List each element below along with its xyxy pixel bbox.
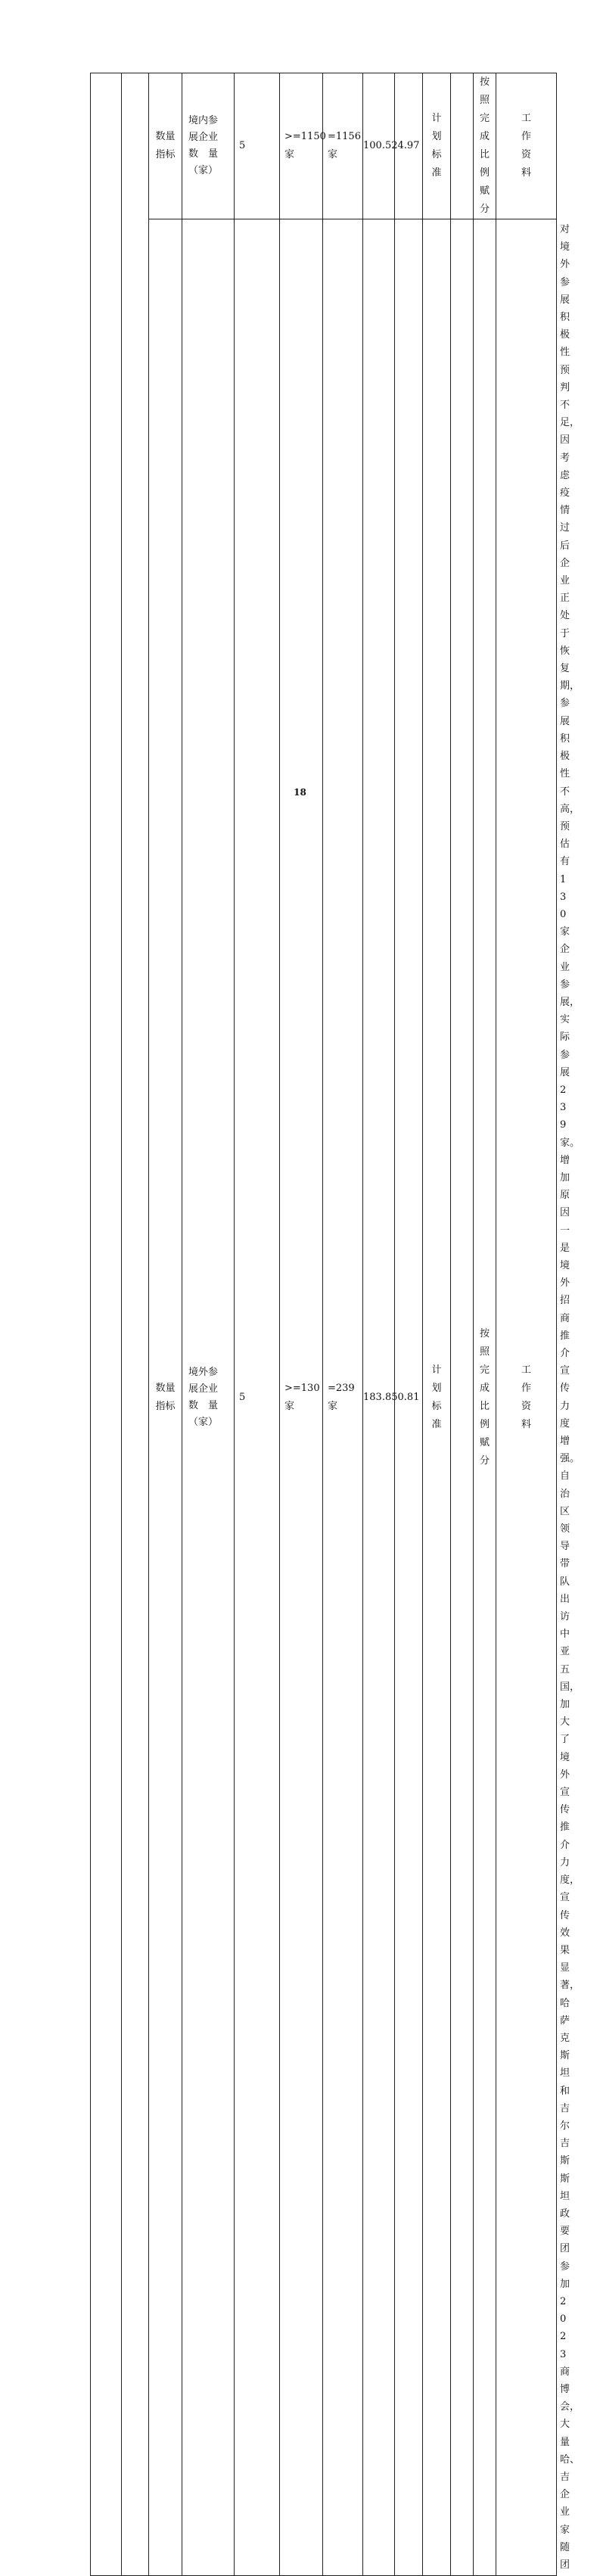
table-row <box>91 73 557 219</box>
score: 0.81 <box>395 219 423 2576</box>
blank-cell <box>451 73 474 219</box>
actual-value: =239 家 <box>323 219 363 2576</box>
weight: 5 <box>235 219 280 2576</box>
score: 4.97 <box>395 73 423 219</box>
scoring-method: 按 照 完 成 比 例 赋 分 <box>474 73 496 219</box>
indicator-name: 境外参 展企业 数 量 （家） <box>182 219 235 2576</box>
target-value: >=1150 家 <box>280 73 323 219</box>
target-value: >=130 家 <box>280 219 323 2576</box>
scoring-method: 按 照 完 成 比 例 赋 分 <box>474 219 496 2576</box>
blank-cell <box>122 73 149 2576</box>
data-source: 工 作 资 料 <box>496 219 557 2576</box>
blank-cell <box>91 73 122 2576</box>
page-number: 18 <box>294 787 306 798</box>
standard: 计 划 标 准 <box>423 73 451 219</box>
table-row: 数量 指标 境外参 展企业 数 量 （家） 5 >=130 家 =239 家 183.85 0.81 计 划 标 准 按 照 完 成 比 例 赋 分 工 作 资 料 对境外参展积极性预判不足，因考虑疫情过后企业正处于恢复期，参展积极性不高，预估有130家企业参展，实际参展239家。增加原因一是境外招商推介宣传力度增强。自治区领导带队出访中亚五国，加大了境外宣传推介力度，宣传效果显著，哈萨克斯坦和吉尔吉斯斯坦政要团参加2023商博会，大量哈、吉企业家随团 <box>91 219 557 2576</box>
indicator-type: 数量 指标 <box>149 73 182 219</box>
weight: 5 <box>235 73 280 219</box>
actual-value: =1156 家 <box>323 73 363 219</box>
completion-rate: 183.85 <box>363 219 395 2576</box>
data-source: 工 作 资 料 <box>496 73 557 219</box>
standard: 计 划 标 准 <box>423 219 451 2576</box>
performance-table <box>90 73 580 2576</box>
indicator-type: 数量 指标 <box>149 219 182 2576</box>
indicator-name: 境内参 展企业 数 量 （家） <box>182 73 235 219</box>
blank-cell <box>451 219 474 2576</box>
completion-rate: 100.52 <box>363 73 395 219</box>
